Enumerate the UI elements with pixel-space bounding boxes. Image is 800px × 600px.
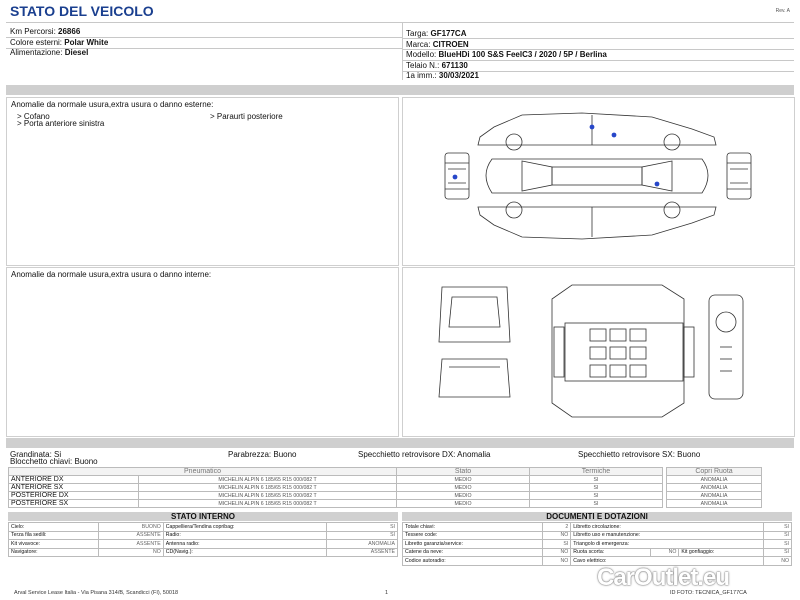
tyres-table	[8, 467, 663, 508]
marca-label: Marca:	[406, 40, 431, 49]
internal-damage-title: Anomalie da normale usura,extra usura o danno interne:	[11, 270, 212, 279]
column-header-stato: Stato	[397, 468, 530, 476]
cell-value: BUONO	[98, 523, 163, 532]
modello-value: BlueHDi 100 S&S FeelC3 / 2020 / 5P / Berlina	[438, 50, 607, 59]
immatricolazione-label: 1a imm.:	[406, 71, 437, 80]
column-header-copri-ruota: Copri Ruota	[667, 468, 762, 476]
telaio-label: Telaio N.:	[406, 61, 440, 70]
table-row	[667, 492, 762, 500]
table-header-row	[667, 468, 762, 476]
cell-label: Terza fila sedili:	[9, 531, 99, 540]
footer-company: Arval Service Lease Italia - Via Pisana 314/B, Scandicci (FI), 50018	[14, 590, 179, 596]
marca-value: CITROEN	[432, 40, 469, 49]
column-header-termiche: Termiche	[530, 468, 663, 476]
table-row	[9, 531, 398, 540]
specchietto-dx-status: Specchietto retrovisore DX: Anomalia	[358, 450, 491, 459]
km-label: Km Percorsi:	[10, 27, 56, 36]
tyre-position: ANTERIORE DX	[9, 476, 139, 484]
colore-field	[10, 38, 108, 48]
internal-damage-panel	[6, 267, 399, 437]
table-row	[9, 523, 398, 532]
tyre-model: MICHELIN ALPIN 6 185/65 R15 000/082 T	[139, 500, 397, 508]
cell-value: SI	[763, 531, 791, 540]
km-field	[10, 27, 80, 37]
table-row	[403, 540, 792, 549]
cell-label: Ruota scorta:	[571, 548, 651, 557]
cell-value: SI	[763, 548, 791, 557]
external-car-diagram	[402, 97, 794, 265]
cell-value: 2	[542, 523, 570, 532]
column-header-pneumatico: Pneumatico	[9, 468, 397, 476]
internal-car-diagram	[402, 267, 794, 435]
colore-label: Colore esterni:	[10, 38, 63, 47]
colore-value: Polar White	[64, 38, 109, 47]
modello-field	[406, 50, 607, 60]
stato-interno-table	[8, 522, 398, 557]
alimentazione-label: Alimentazione:	[10, 48, 63, 57]
tyre-position: POSTERIORE SX	[9, 500, 139, 508]
cell-value: SI	[327, 531, 398, 540]
table-row	[9, 492, 663, 500]
cell-value: SI	[542, 540, 570, 549]
telaio-field	[406, 61, 468, 71]
external-damage-title: Anomalie da normale usura,extra usura o danno esterne:	[11, 100, 214, 109]
blocchetto-status: Blocchetto chiavi: Buono	[10, 457, 98, 466]
table-row	[9, 548, 398, 557]
cell-value: SI	[327, 523, 398, 532]
km-value: 26866	[58, 27, 81, 36]
table-header-row	[9, 468, 663, 476]
cell-value: NO	[650, 548, 678, 557]
cell-value: NO	[542, 557, 570, 566]
cell-label: Libretto uso e manutenzione:	[571, 531, 763, 540]
damage-item-cofano: > Cofano	[17, 112, 50, 121]
tyre-termiche: SI	[530, 484, 663, 492]
section-separator	[6, 438, 794, 448]
cell-value: ASSENTE	[98, 540, 163, 549]
copri-ruota-value: ANOMALIA	[667, 484, 762, 492]
cell-label: Libretto circolazione:	[571, 523, 763, 532]
table-row	[403, 531, 792, 540]
cell-value: ASSENTE	[98, 531, 163, 540]
immatricolazione-value: 30/03/2021	[438, 71, 479, 80]
table-row	[667, 476, 762, 484]
table-row	[403, 523, 792, 532]
divider	[402, 38, 794, 39]
cell-value: NO	[98, 548, 163, 557]
tyre-stato: MEDIO	[397, 492, 530, 500]
cell-value: SI	[763, 540, 791, 549]
cell-label: Triangolo di emergenza:	[571, 540, 763, 549]
divider	[6, 22, 794, 23]
table-row	[9, 540, 398, 549]
page-title: STATO DEL VEICOLO	[10, 3, 154, 19]
targa-label: Targa:	[406, 29, 429, 38]
copri-ruota-value: ANOMALIA	[667, 492, 762, 500]
tyre-position: ANTERIORE SX	[9, 484, 139, 492]
cell-value: ASSENTE	[327, 548, 398, 557]
tyre-termiche: SI	[530, 500, 663, 508]
watermark-logo: CarOutlet.eu	[597, 564, 730, 591]
cell-label: CD(Navig.):	[163, 548, 327, 557]
table-row	[667, 484, 762, 492]
table-row	[9, 476, 663, 484]
specchietto-sx-status: Specchietto retrovisore SX: Buono	[578, 450, 701, 459]
table-row	[9, 484, 663, 492]
targa-value: GF177CA	[430, 29, 467, 38]
tyre-termiche: SI	[530, 476, 663, 484]
tyre-termiche: SI	[530, 492, 663, 500]
tyre-position: POSTERIORE DX	[9, 492, 139, 500]
telaio-value: 671130	[441, 61, 468, 70]
footer-page-number: 1	[385, 590, 389, 596]
table-row	[403, 548, 792, 557]
copri-ruota-table	[666, 467, 762, 508]
cell-value: NO	[763, 557, 791, 566]
cell-label: Cappelliera/Tendina copribag:	[163, 523, 327, 532]
cell-label: Catene da neve:	[403, 548, 543, 557]
tyre-model: MICHELIN ALPIN 6 185/65 R15 000/082 T	[139, 484, 397, 492]
cell-label: Totale chiavi:	[403, 523, 543, 532]
table-row	[667, 500, 762, 508]
tyre-stato: MEDIO	[397, 476, 530, 484]
cell-label: Radio:	[163, 531, 327, 540]
cell-value: NO	[542, 548, 570, 557]
alimentazione-field	[10, 48, 88, 58]
cell-label: Tessere code:	[403, 531, 543, 540]
cell-label: Libretto garanzia/service:	[403, 540, 543, 549]
tyre-stato: MEDIO	[397, 484, 530, 492]
damage-item-porta: > Porta anteriore sinistra	[17, 119, 105, 128]
footer-doc-ref: ID FOTO: TECNICA_GF177CA	[670, 590, 747, 596]
cell-label: Kit gonfiaggio:	[679, 548, 763, 557]
documenti-table	[402, 522, 792, 566]
cell-label: Codice autoradio:	[403, 557, 543, 566]
cell-label: Cielo:	[9, 523, 99, 532]
cell-label: Cavo elettrico:	[571, 557, 763, 566]
grandinata-status: Grandinata: Si	[10, 450, 62, 459]
copri-ruota-value: ANOMALIA	[667, 476, 762, 484]
cell-value: SI	[763, 523, 791, 532]
cell-label: Antenna radio:	[163, 540, 327, 549]
alimentazione-value: Diesel	[64, 48, 89, 57]
tyre-stato: MEDIO	[397, 500, 530, 508]
cell-label: Kit vivavoce:	[9, 540, 99, 549]
section-separator	[6, 85, 794, 95]
cell-label: Navigatore:	[9, 548, 99, 557]
table-row	[9, 500, 663, 508]
damage-item-paraurti: > Paraurti posteriore	[210, 112, 283, 121]
modello-label: Modello:	[406, 50, 437, 59]
revision-label: Rev. A	[775, 8, 790, 14]
parabrezza-status: Parabrezza: Buono	[228, 450, 297, 459]
tyre-model: MICHELIN ALPIN 6 185/65 R15 000/082 T	[139, 476, 397, 484]
cell-value: ANOMALIA	[327, 540, 398, 549]
documenti-title: DOCUMENTI E DOTAZIONI	[402, 512, 792, 521]
cell-value: NO	[542, 531, 570, 540]
copri-ruota-value: ANOMALIA	[667, 500, 762, 508]
stato-interno-title: STATO INTERNO	[8, 512, 398, 521]
immatricolazione-field	[406, 71, 479, 81]
tyre-model: MICHELIN ALPIN 6 185/65 R15 000/082 T	[139, 492, 397, 500]
